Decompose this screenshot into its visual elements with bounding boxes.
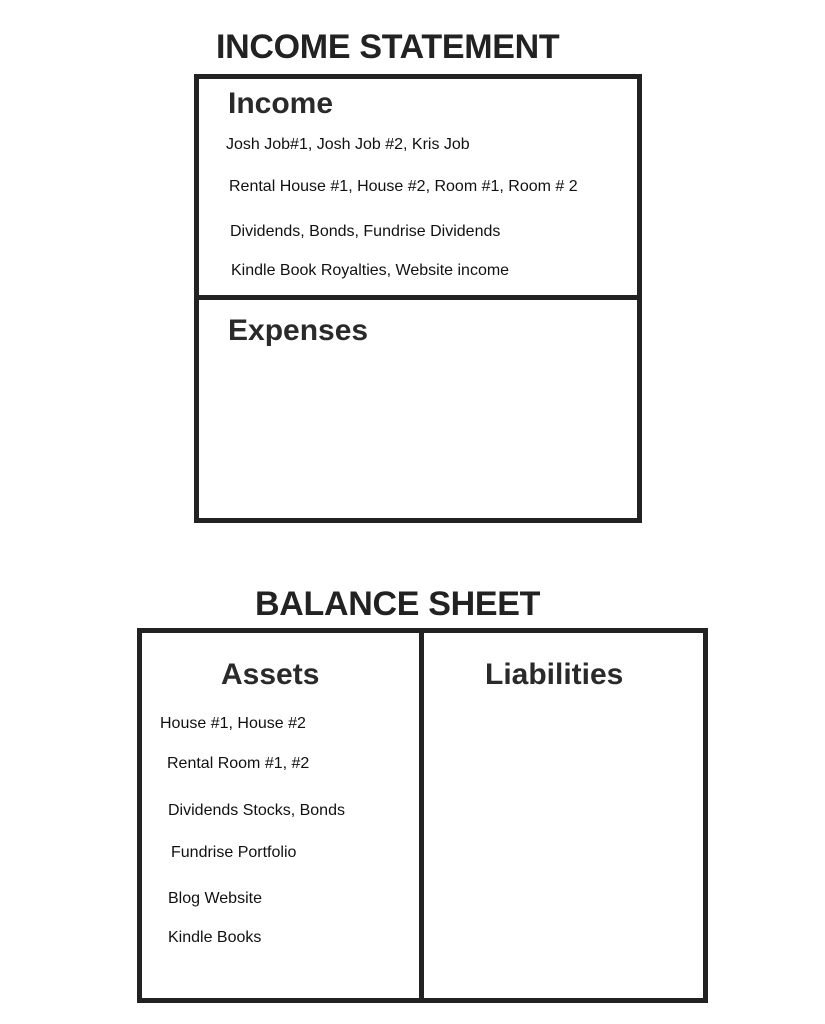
asset-item: Dividends Stocks, Bonds	[168, 802, 345, 819]
income-expenses-divider	[194, 295, 642, 300]
asset-item: Blog Website	[168, 890, 262, 907]
assets-heading: Assets	[221, 658, 320, 691]
expenses-heading: Expenses	[228, 314, 369, 347]
income-item: Josh Job#1, Josh Job #2, Kris Job	[226, 136, 470, 153]
balance-sheet-title: BALANCE SHEET	[255, 585, 541, 623]
income-statement-title: INCOME STATEMENT	[216, 28, 560, 66]
income-item: Dividends, Bonds, Fundrise Dividends	[230, 223, 501, 240]
asset-item: Rental Room #1, #2	[167, 755, 310, 772]
assets-liabilities-divider	[419, 628, 424, 1003]
income-item: Kindle Book Royalties, Website income	[231, 262, 510, 279]
asset-item: Fundrise Portfolio	[171, 844, 297, 861]
asset-item: Kindle Books	[168, 929, 262, 946]
income-heading: Income	[228, 87, 334, 120]
asset-item: House #1, House #2	[160, 715, 306, 732]
liabilities-heading: Liabilities	[485, 658, 624, 691]
income-item: Rental House #1, House #2, Room #1, Room # 2	[229, 178, 578, 195]
